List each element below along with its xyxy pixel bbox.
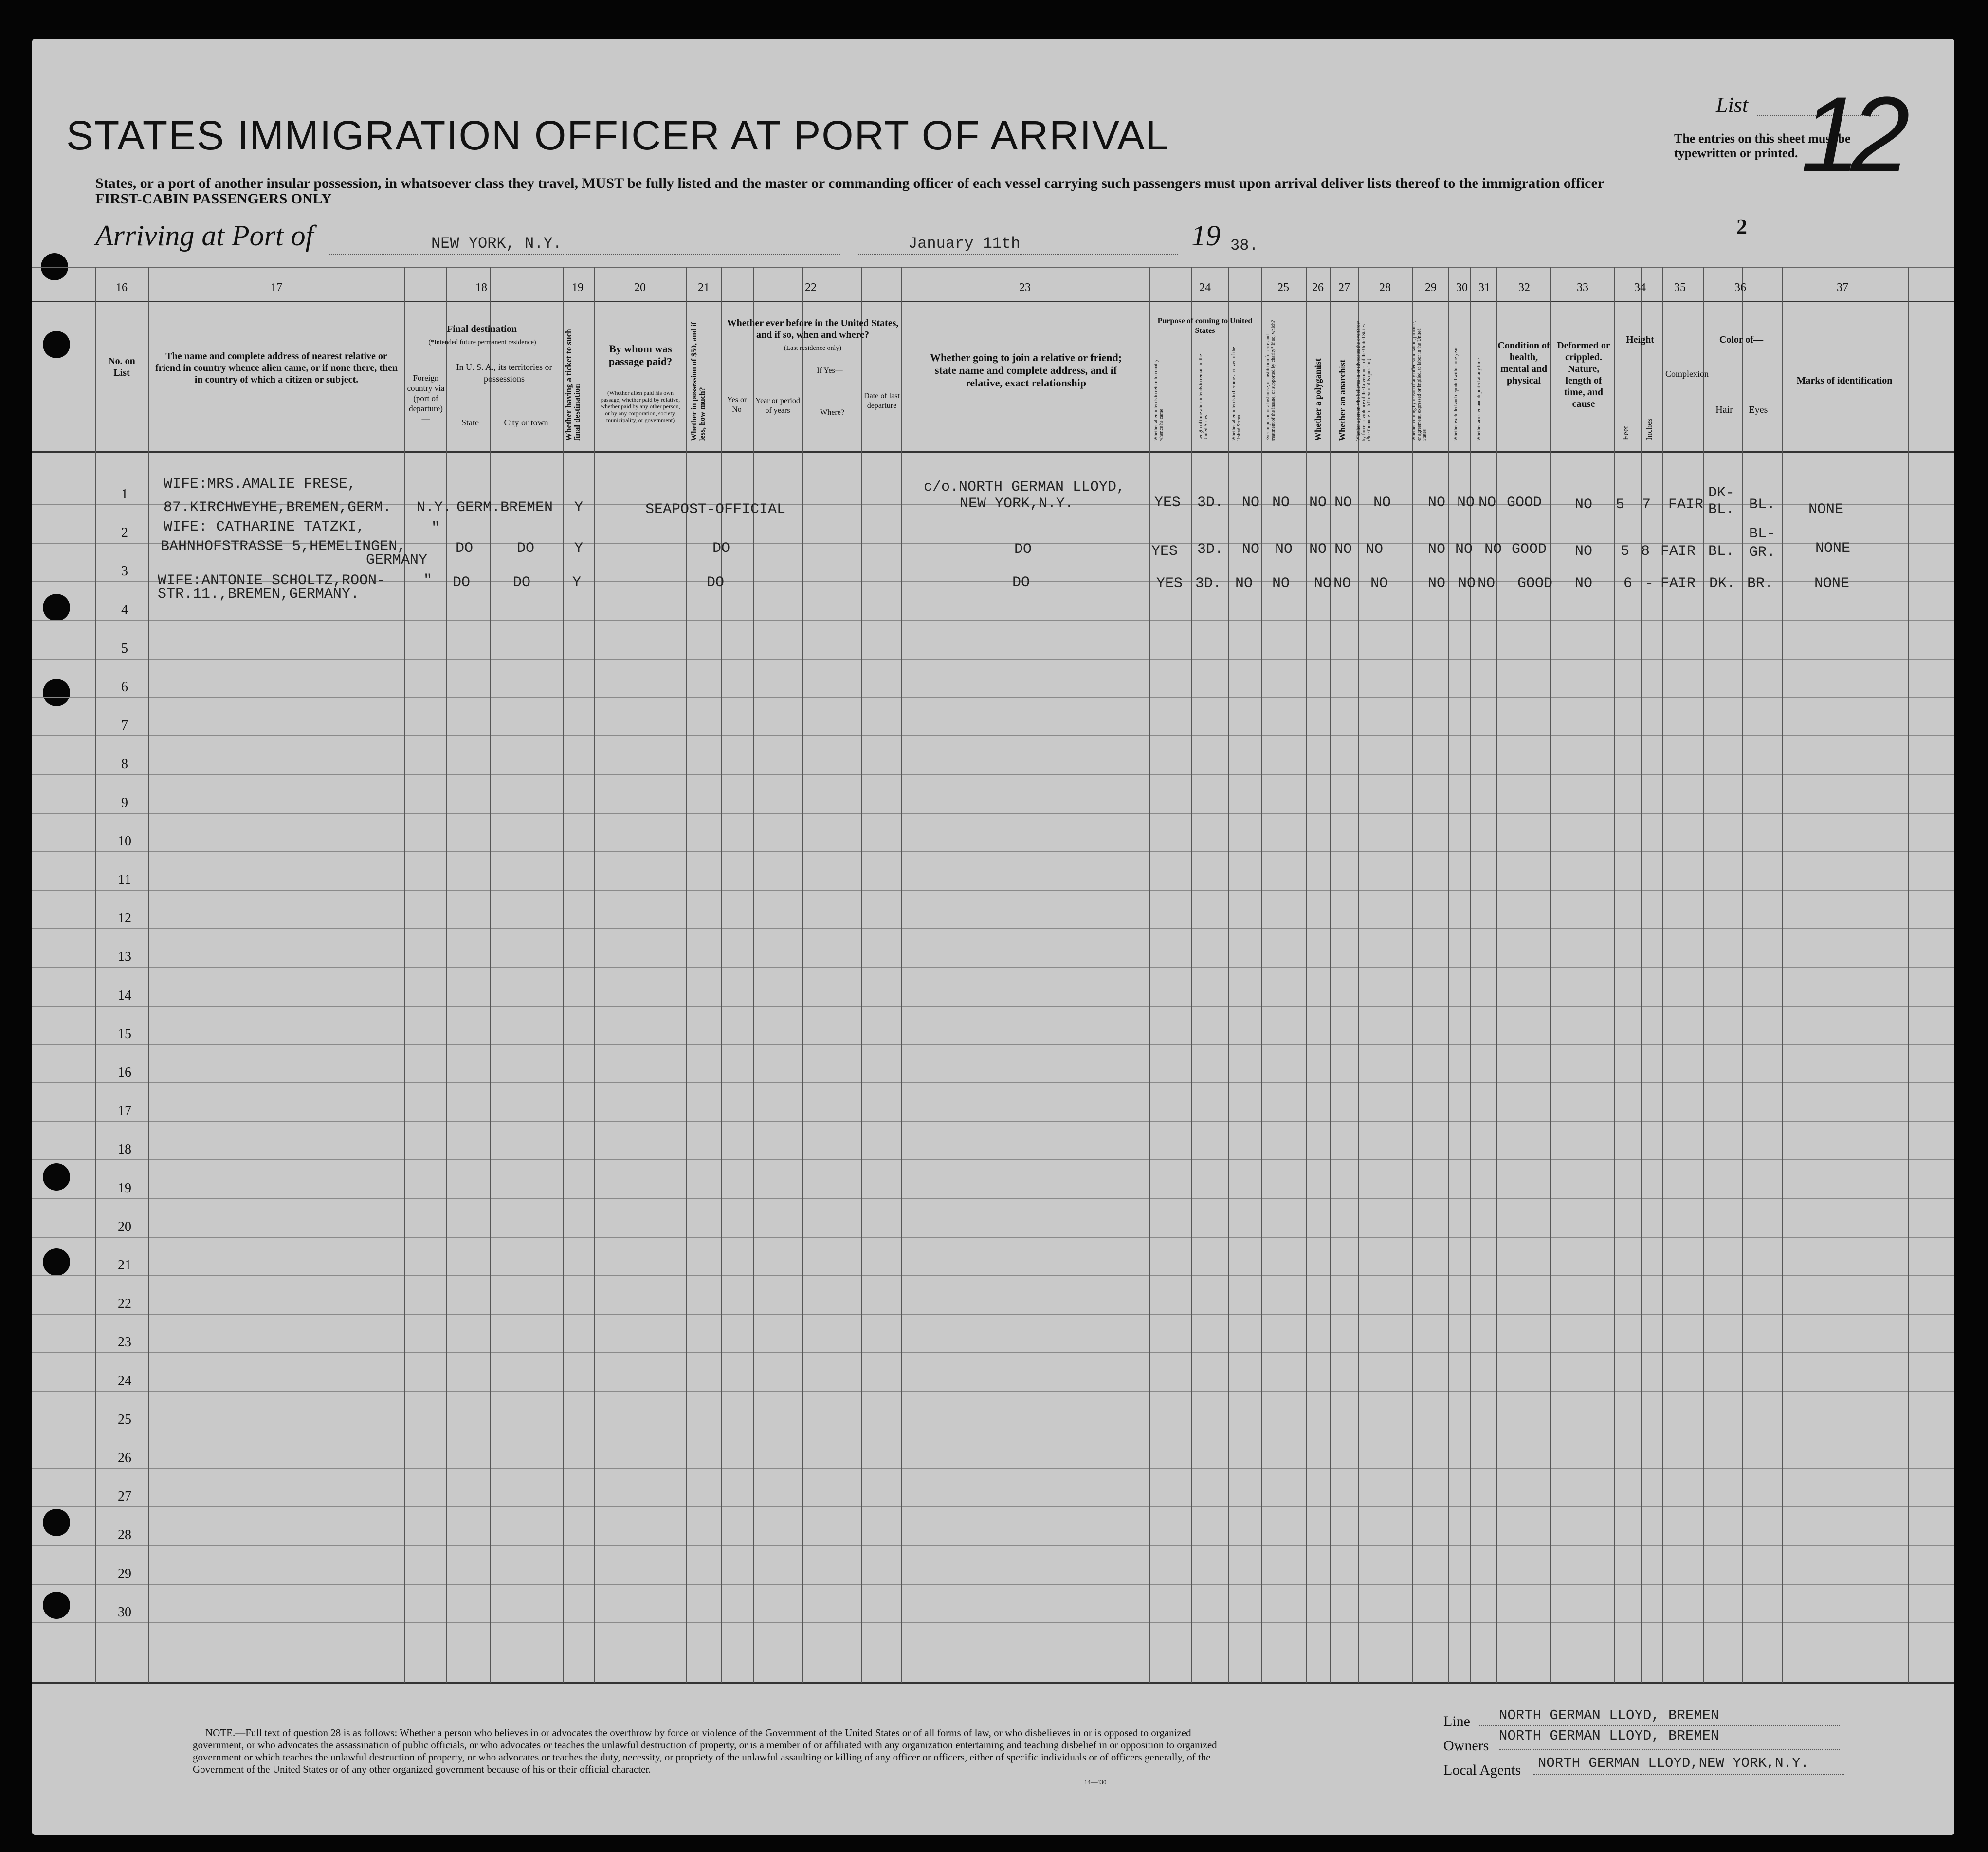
header-height: Height <box>1626 334 1654 345</box>
header-if-yes: If Yes— <box>817 367 843 375</box>
marks: NONE <box>1814 575 1850 592</box>
column-rule <box>1470 267 1471 1683</box>
row-rule <box>32 1468 1954 1469</box>
column-rule <box>1641 267 1642 1683</box>
row-number: 30 <box>118 1605 131 1620</box>
header-deformed: Deformed or crippled. Nature, length of time, and cause <box>1557 340 1610 409</box>
header-anarchist: Whether an anarchist <box>1337 359 1347 441</box>
column-rule <box>1782 267 1783 1683</box>
length-of-stay: 3D. <box>1197 541 1224 558</box>
column-rule <box>686 267 687 1683</box>
column-rule <box>148 267 149 1683</box>
state: DO <box>456 540 474 557</box>
height-inches: - <box>1645 575 1654 592</box>
header-prison: Ever in prison or almshouse, or institution for care and treatment of the insane, or supported by charity? If so, which? <box>1265 320 1276 441</box>
ticket: Y <box>574 540 584 557</box>
header-inches: Inches <box>1644 418 1654 440</box>
header-rule <box>32 301 1954 302</box>
row-number: 20 <box>118 1219 131 1234</box>
column-number-35: 35 <box>1674 281 1686 294</box>
row-rule <box>32 1082 1954 1083</box>
punch-hole <box>43 1163 70 1191</box>
punch-hole <box>43 679 70 706</box>
column-rule <box>721 267 722 1683</box>
passenger-class: FIRST-CABIN PASSENGERS ONLY <box>95 191 332 207</box>
punch-hole <box>43 1509 70 1536</box>
column-number-29: 29 <box>1425 281 1437 294</box>
citizen: NO <box>1242 541 1260 558</box>
row-number: 14 <box>118 988 131 1003</box>
column-number-19: 19 <box>572 281 584 294</box>
row-rule <box>32 890 1954 891</box>
question-28-footnote: NOTE.—Full text of question 28 is as follows: Whether a person who believes in or advocates the overthrow by force or violence of the Government of the United States or of all forms of law, or who disbelieves in or is opposed to organized government, or who advocates the assassination of public officials, or who advocates or teaches the unlawful destruction of property, or is a member of or affiliated with any organization entertaining and teaching disbelief in or opposition to organized government or which teaches the unlawful destruction of property, or who advocates or teaches the duty, necessity, or propriety of the unlawful assaulting or killing of any officer or officers, either of specific individuals or of officers generally, of the Government of the United States or of any other organized government because of his or their official character. <box>193 1727 1217 1775</box>
health: GOOD <box>1517 575 1553 592</box>
join-address: NEW YORK,N.Y. <box>960 495 1074 512</box>
row-number: 26 <box>118 1450 131 1466</box>
column-rule <box>1703 267 1704 1683</box>
row-number: 28 <box>118 1527 131 1542</box>
header-hair: Hair <box>1715 404 1733 415</box>
row-number: 18 <box>118 1142 131 1157</box>
citizen: NO <box>1235 575 1253 592</box>
header-foreign-country: Foreign country via (port of departure)— <box>407 373 445 423</box>
header-ever-before-note: (Last residence only) <box>784 345 842 352</box>
question-28: NO <box>1370 575 1388 592</box>
instructions-line: States, or a port of another insular possession, in whatsoever class they travel, MUST be fully listed and the master or commanding officer of each vessel carrying such passengers must upon arrival deliver lists thereof to the immigration officer <box>95 175 1605 191</box>
header-purpose-return: Whether alien intends to return to country whence he came <box>1153 359 1164 441</box>
row-rule <box>32 659 1954 660</box>
fifty-dollars: DO <box>707 574 725 591</box>
row-rule <box>32 774 1954 775</box>
row-number: 15 <box>118 1027 131 1042</box>
header-ever-before: Whether ever before in the United States, and if so, when and where? <box>727 318 899 340</box>
column-number-33: 33 <box>1577 281 1588 294</box>
page-title: STATES IMMIGRATION OFFICER AT PORT OF ARRIVAL <box>66 112 1169 158</box>
column-number-24: 24 <box>1199 281 1211 294</box>
join-relative: DO <box>1012 574 1030 591</box>
row-number: 13 <box>118 949 131 964</box>
anarchist: NO <box>1334 541 1352 558</box>
column-number-23: 23 <box>1019 281 1031 294</box>
row-rule <box>32 1391 1954 1392</box>
deformed: NO <box>1575 496 1593 513</box>
row-rule <box>32 928 1954 929</box>
line-value: NORTH GERMAN LLOYD, BREMEN <box>1499 1707 1719 1724</box>
row-number: 19 <box>118 1181 131 1196</box>
owners-label: Owners <box>1443 1738 1489 1754</box>
relative-country: GERMANY <box>366 552 428 568</box>
complexion: FAIR <box>1668 496 1704 513</box>
row-number: 2 <box>121 525 128 540</box>
deformed: NO <box>1575 543 1593 560</box>
complexion: FAIR <box>1660 543 1696 560</box>
column-rule <box>1662 267 1663 1683</box>
anarchist: NO <box>1334 495 1352 511</box>
header-last-departure: Date of last departure <box>864 392 900 410</box>
column-rule <box>802 267 803 1683</box>
row-rule <box>32 1121 1954 1122</box>
date-line <box>857 254 1178 255</box>
header-final-destination-note: (*Intended future permanent residence) <box>428 339 536 346</box>
column-rule <box>1330 267 1331 1683</box>
polygamist: NO <box>1309 495 1327 511</box>
header-color-of: Color of— <box>1719 334 1764 345</box>
purpose: YES <box>1154 495 1181 511</box>
height-feet: 6 <box>1623 575 1633 592</box>
column-number-34: 34 <box>1634 281 1646 294</box>
arrested: NO <box>1477 575 1496 592</box>
header-excluded: Whether excluded and deported within one year <box>1453 347 1459 441</box>
row-rule <box>32 735 1954 736</box>
health: GOOD <box>1512 541 1547 558</box>
row-number: 25 <box>118 1412 131 1427</box>
column-number-26: 26 <box>1312 281 1324 294</box>
arriving-label: Arriving at Port of <box>95 220 314 252</box>
city: DO <box>513 574 531 591</box>
relative-name: WIFE: CATHARINE TATZKI, <box>164 519 365 535</box>
excluded: NO <box>1455 541 1473 558</box>
hair: DK-BL. <box>1708 485 1735 518</box>
year-value: 38. <box>1230 237 1258 255</box>
column-rule <box>404 267 405 1683</box>
arrested: NO <box>1484 541 1502 558</box>
hair: DK. <box>1709 575 1736 592</box>
column-number-27: 27 <box>1338 281 1350 294</box>
row-number: 8 <box>121 756 128 771</box>
excluded: NO <box>1458 575 1476 592</box>
column-number-31: 31 <box>1478 281 1490 294</box>
column-rule <box>1614 267 1615 1683</box>
arrested: NO <box>1478 495 1496 511</box>
question-29: NO <box>1428 575 1446 592</box>
row-number: 11 <box>118 872 131 887</box>
row-number: 9 <box>121 795 128 810</box>
prison: NO <box>1272 495 1290 511</box>
punch-hole <box>43 1592 70 1619</box>
header-polygamist: Whether a polygamist <box>1313 358 1323 441</box>
row-rule <box>32 967 1954 968</box>
column-number-30: 30 <box>1456 281 1468 294</box>
column-rule <box>1742 267 1743 1683</box>
relative-address: STR.11.,BREMEN,GERMANY. <box>158 586 360 603</box>
row-number: 17 <box>118 1103 131 1119</box>
page-number: 2 <box>1736 215 1747 238</box>
row-number: 1 <box>121 487 128 502</box>
row-rule <box>32 1506 1954 1507</box>
header-bottom-rule <box>32 451 1954 453</box>
column-rule <box>1448 267 1449 1683</box>
owners-underline <box>1499 1749 1840 1750</box>
eyes: BR. <box>1747 575 1774 592</box>
column-rule <box>563 267 564 1683</box>
header-passage-paid: By whom was passage paid? <box>608 343 673 367</box>
purpose: YES <box>1151 543 1178 560</box>
height-feet: 5 <box>1616 496 1625 513</box>
join-relative: c/o.NORTH GERMAN LLOYD, <box>924 479 1126 495</box>
citizen: NO <box>1242 495 1260 511</box>
top-rule <box>32 267 1954 268</box>
column-number-25: 25 <box>1277 281 1289 294</box>
row-rule <box>32 1352 1954 1353</box>
eyes: BL-GR. <box>1749 526 1776 561</box>
header-health: Condition of health, mental and physical <box>1497 340 1550 386</box>
prison: NO <box>1275 541 1293 558</box>
header-passage-paid-note: (Whether alien paid his own passage, whether paid by relative, whether paid by any other person, or by any corporation, society, municipality, or government) <box>601 389 680 423</box>
hair: BL. <box>1708 543 1735 560</box>
row-rule <box>32 1198 1954 1199</box>
punch-hole <box>43 331 70 358</box>
entries-note: The entries on this sheet must be typewritten or printed. <box>1674 131 1851 160</box>
anarchist: NO <box>1333 575 1351 592</box>
ticket: Y <box>574 499 584 516</box>
column-rule <box>1191 267 1192 1683</box>
relative-address: 87.KIRCHWEYHE,BREMEN,GERM. <box>164 499 392 516</box>
eyes: BL. <box>1749 496 1776 513</box>
column-rule <box>861 267 862 1683</box>
purpose: YES <box>1156 575 1183 592</box>
row-rule <box>32 851 1954 852</box>
join-relative: DO <box>1014 541 1032 558</box>
city: DO <box>517 540 535 557</box>
state: DO <box>453 574 471 591</box>
column-number-18: 18 <box>475 281 487 294</box>
header-final-destination: Final destination <box>447 324 517 334</box>
agents-value: NORTH GERMAN LLOYD,NEW YORK,N.Y. <box>1538 1755 1809 1771</box>
column-rule <box>1908 267 1909 1683</box>
deformed: NO <box>1575 575 1593 592</box>
height-feet: 5 <box>1621 543 1630 560</box>
column-rule <box>446 267 447 1683</box>
list-number: 12 <box>1801 74 1900 194</box>
column-rule <box>1261 267 1262 1683</box>
header-years: Year or period of years <box>755 397 800 415</box>
header-question-28: Whether a person who believes in or advocates the overthrow by force or violence of the Government of the United States (See footnote for full text of this question) <box>1356 321 1372 441</box>
row-number: 10 <box>118 834 131 849</box>
row-rule <box>32 1314 1954 1315</box>
row-number: 3 <box>121 564 128 579</box>
question-29: NO <box>1428 495 1446 511</box>
row-number: 4 <box>121 603 128 618</box>
column-rule <box>753 267 754 1683</box>
city: GERM.BREMEN <box>456 499 553 516</box>
polygamist: NO <box>1309 541 1327 558</box>
via: " <box>423 572 433 589</box>
column-number-20: 20 <box>634 281 646 294</box>
relative-address: BAHNHOFSTRASSE 5,HEMELINGEN, <box>161 538 406 555</box>
column-rule <box>1496 267 1497 1683</box>
row-number: 22 <box>118 1296 131 1311</box>
via: " <box>431 520 440 536</box>
header-join-relative: Whether going to join a relative or friend; state name and complete address, and if relative, exact relationship <box>930 351 1122 389</box>
header-where: Where? <box>820 408 844 417</box>
column-rule <box>490 267 491 1683</box>
agents-underline <box>1533 1774 1844 1775</box>
table-bottom-rule <box>32 1682 1954 1684</box>
height-inches: 7 <box>1642 496 1651 513</box>
punch-hole <box>43 1248 70 1276</box>
date-value: January 11th <box>908 235 1021 253</box>
header-marks: Marks of identification <box>1796 375 1893 386</box>
line-label: Line <box>1443 1713 1470 1729</box>
marks: NONE <box>1808 501 1844 518</box>
year-prefix: 19 <box>1191 220 1221 252</box>
column-rule <box>901 267 902 1683</box>
complexion: FAIR <box>1660 575 1696 592</box>
port-value: NEW YORK, N.Y. <box>431 235 562 253</box>
header-nearest-relative: The name and complete address of nearest relative or friend in country whence alien came, or if none there, then in country of which a citizen or subject. <box>155 351 398 385</box>
header-arrested: Whether arrested and deported at any time <box>1477 358 1482 441</box>
ticket: Y <box>572 574 582 591</box>
column-rule <box>594 267 595 1683</box>
column-rule <box>1412 267 1413 1683</box>
header-no-on-list: No. on List <box>108 356 135 378</box>
relative-name: WIFE:ANTONIE SCHOLTZ,ROON- <box>158 572 386 589</box>
list-label: List <box>1716 93 1749 117</box>
header-complexion: Complexion <box>1665 369 1709 379</box>
row-number: 29 <box>118 1566 131 1581</box>
column-rule <box>95 267 96 1683</box>
row-number: 23 <box>118 1335 131 1350</box>
row-rule <box>32 1237 1954 1238</box>
row-number: 12 <box>118 911 131 926</box>
column-number-37: 37 <box>1837 281 1848 294</box>
length-of-stay: 3D. <box>1197 495 1224 511</box>
length-of-stay: 3D. <box>1195 575 1222 592</box>
polygamist: NO <box>1314 575 1332 592</box>
header-purpose: Purpose of coming to United States <box>1157 317 1253 335</box>
port-line <box>329 254 840 255</box>
row-rule <box>32 697 1954 698</box>
column-rule <box>1306 267 1307 1683</box>
column-rule <box>1550 267 1551 1683</box>
row-rule <box>32 1044 1954 1045</box>
prison: NO <box>1272 575 1290 592</box>
row-rule <box>32 1584 1954 1585</box>
header-yes-no: Yes or No <box>727 396 747 414</box>
row-rule <box>32 620 1954 621</box>
question-28: NO <box>1373 495 1391 511</box>
row-number: 7 <box>121 718 128 733</box>
owners-value: NORTH GERMAN LLOYD, BREMEN <box>1499 1728 1719 1744</box>
column-rule <box>1228 267 1229 1683</box>
row-number: 16 <box>118 1065 131 1080</box>
relative-name: WIFE:MRS.AMALIE FRESE, <box>164 476 357 493</box>
agents-label: Local Agents <box>1443 1762 1521 1778</box>
row-rule <box>32 1622 1954 1623</box>
header-in-usa: In U. S. A., its territories or possessions <box>456 362 552 384</box>
row-rule <box>32 1006 1954 1007</box>
state: N.Y. <box>417 499 452 516</box>
header-purpose-citizen: Whether alien intends to become a citizen of the United States <box>1231 347 1242 441</box>
header-question-29: Whether coming by reason of any offer, solicitation, promise, or agreement, expressed or implied, to labor in the United States <box>1411 321 1427 441</box>
column-number-16: 16 <box>116 281 128 294</box>
header-city: City or town <box>504 418 548 427</box>
column-rule <box>1149 267 1150 1683</box>
row-number: 21 <box>118 1258 131 1273</box>
line-underline <box>1479 1725 1840 1726</box>
header-ticket: Whether having a ticket to such final destination <box>564 329 582 441</box>
header-state: State <box>461 418 479 427</box>
row-number: 6 <box>121 679 128 695</box>
header-eyes: Eyes <box>1749 404 1768 415</box>
form-number: 14—430 <box>1084 1779 1107 1786</box>
column-number-17: 17 <box>271 281 282 294</box>
row-rule <box>32 1275 1954 1276</box>
column-number-22: 22 <box>805 281 817 294</box>
marks: NONE <box>1815 540 1851 557</box>
column-number-21: 21 <box>698 281 710 294</box>
header-feet: Feet <box>1621 425 1630 440</box>
column-number-28: 28 <box>1379 281 1391 294</box>
column-rule <box>1358 267 1359 1683</box>
row-number: 27 <box>118 1489 131 1504</box>
question-29: NO <box>1428 541 1446 558</box>
manifest-sheet <box>32 39 1954 1835</box>
height-inches: 8 <box>1641 543 1650 560</box>
row-rule <box>32 1545 1954 1546</box>
row-number: 24 <box>118 1374 131 1389</box>
row-number: 5 <box>121 641 128 656</box>
punch-hole <box>43 594 70 621</box>
header-purpose-length: Length of time alien intends to remain in the United States <box>1198 354 1209 441</box>
column-number-36: 36 <box>1734 281 1746 294</box>
header-fifty-dollars: Whether in possession of $50, and if less, how much? <box>690 322 707 441</box>
row-rule <box>32 813 1954 814</box>
question-28: NO <box>1366 541 1384 558</box>
health: GOOD <box>1507 495 1542 511</box>
fifty-dollars: DO <box>712 540 730 557</box>
excluded: NO <box>1457 495 1475 511</box>
passage-paid: SEAPOST-OFFICIAL <box>645 501 786 518</box>
column-number-32: 32 <box>1518 281 1530 294</box>
row-rule <box>32 1159 1954 1160</box>
